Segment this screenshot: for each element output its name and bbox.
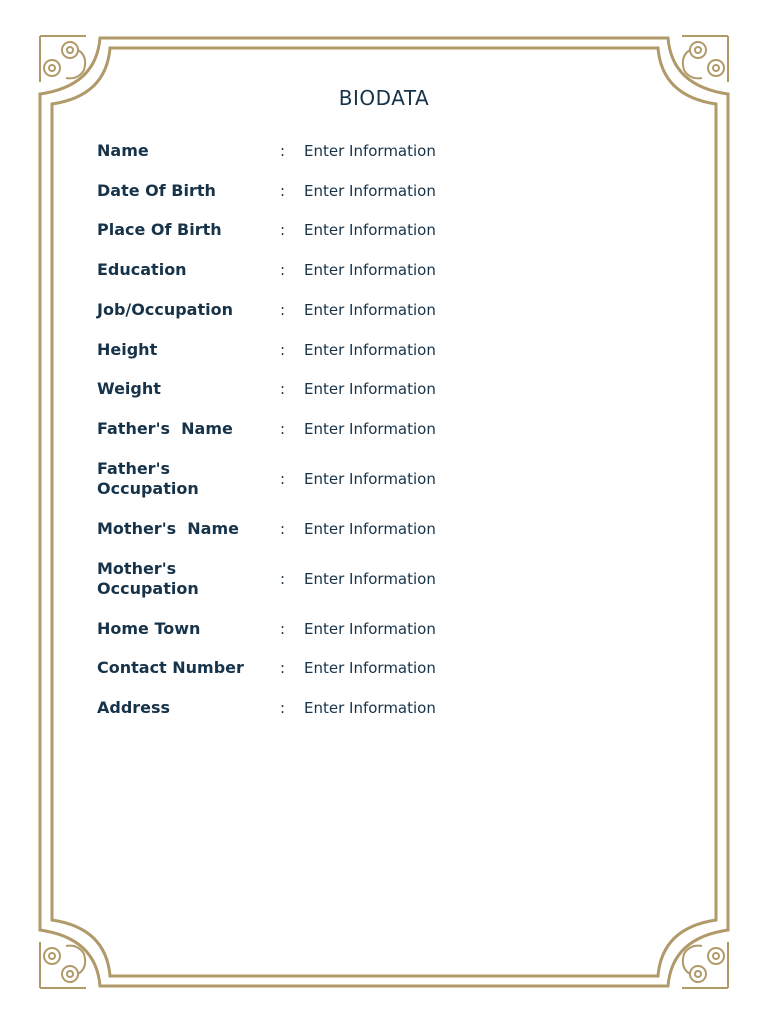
field-label: Name xyxy=(97,141,149,160)
field-separator: : xyxy=(280,380,286,398)
field-value[interactable]: Enter Information xyxy=(304,261,436,279)
corner-flourish-top-left xyxy=(40,36,86,82)
field-label: Address xyxy=(97,698,171,717)
corner-flourish-bottom-right xyxy=(682,942,728,988)
field-separator: : xyxy=(280,520,286,538)
field-separator: : xyxy=(280,261,286,279)
field-row-place-of-birth xyxy=(97,220,617,240)
field-separator: : xyxy=(280,570,286,588)
corner-flourish-bottom-left xyxy=(40,942,86,988)
field-label: Contact Number xyxy=(97,658,244,677)
field-value[interactable]: Enter Information xyxy=(304,221,436,239)
field-row-mothers-occupation xyxy=(97,559,617,599)
field-value[interactable]: Enter Information xyxy=(304,341,436,359)
field-label: Height xyxy=(97,340,158,359)
field-row-contact-number xyxy=(97,658,617,678)
field-label: Education xyxy=(97,260,187,279)
field-row-education xyxy=(97,260,617,280)
field-value[interactable]: Enter Information xyxy=(304,659,436,677)
field-separator: : xyxy=(280,221,286,239)
field-label: Job/Occupation xyxy=(97,300,233,319)
field-value[interactable]: Enter Information xyxy=(304,570,436,588)
field-row-date-of-birth xyxy=(97,181,617,201)
field-label: Date Of Birth xyxy=(97,181,216,200)
field-label: Mother's Name xyxy=(97,519,239,538)
field-value[interactable]: Enter Information xyxy=(304,699,436,717)
field-row-address xyxy=(97,698,617,718)
field-separator: : xyxy=(280,620,286,638)
field-separator: : xyxy=(280,182,286,200)
field-label: Home Town xyxy=(97,619,201,638)
field-row-fathers-occupation xyxy=(97,459,617,499)
field-label: Father's Name xyxy=(97,419,233,438)
field-row-name xyxy=(97,141,617,161)
field-value[interactable]: Enter Information xyxy=(304,182,436,200)
field-label: Mother's Occupation xyxy=(97,559,199,598)
field-value[interactable]: Enter Information xyxy=(304,520,436,538)
page-title: BIODATA xyxy=(338,86,430,110)
field-label: Father's Occupation xyxy=(97,459,199,498)
field-row-weight xyxy=(97,379,617,399)
corner-flourish-top-right xyxy=(682,36,728,82)
field-value[interactable]: Enter Information xyxy=(304,620,436,638)
field-row-fathers-name xyxy=(97,419,617,439)
field-separator: : xyxy=(280,470,286,488)
field-value[interactable]: Enter Information xyxy=(304,301,436,319)
field-value[interactable]: Enter Information xyxy=(304,420,436,438)
field-separator: : xyxy=(280,420,286,438)
field-row-job-occupation xyxy=(97,300,617,320)
field-label: Place Of Birth xyxy=(97,220,222,239)
field-row-height xyxy=(97,340,617,360)
field-separator: : xyxy=(280,659,286,677)
field-label: Weight xyxy=(97,379,161,398)
field-separator: : xyxy=(280,341,286,359)
field-row-mothers-name xyxy=(97,519,617,539)
field-separator: : xyxy=(280,142,286,160)
field-value[interactable]: Enter Information xyxy=(304,380,436,398)
field-separator: : xyxy=(280,699,286,717)
field-value[interactable]: Enter Information xyxy=(304,142,436,160)
field-separator: : xyxy=(280,301,286,319)
field-row-home-town xyxy=(97,619,617,639)
field-value[interactable]: Enter Information xyxy=(304,470,436,488)
